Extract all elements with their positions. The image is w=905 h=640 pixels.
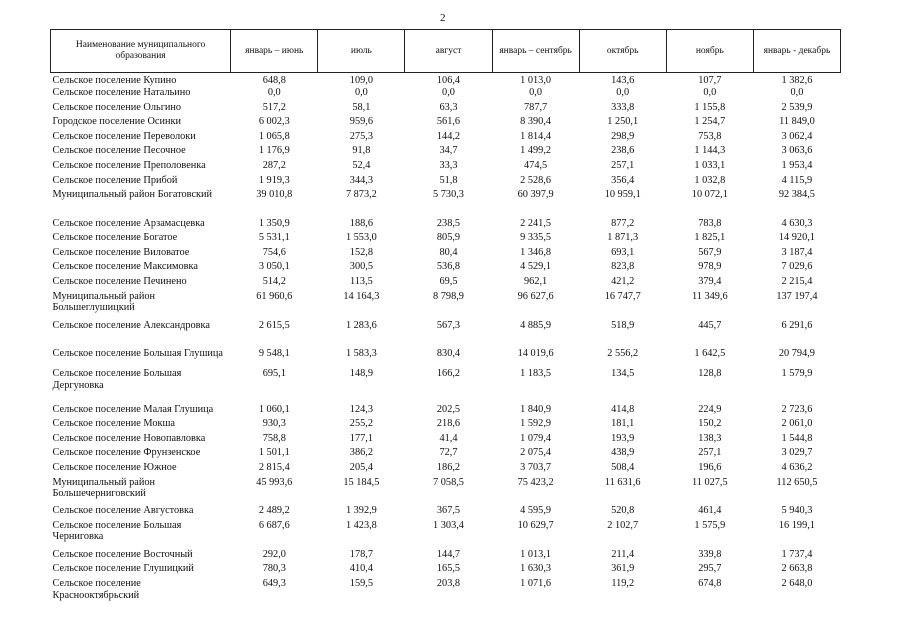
municipality-name-cell: Сельское поселение Большая Глушица: [52, 348, 223, 360]
municipality-name-cell: Сельское поселение Мокша: [52, 418, 175, 430]
value-cell: 1 303,4: [433, 519, 464, 531]
value-cell: 1 183,5: [520, 368, 552, 380]
value-cell: 45 993,6: [256, 476, 293, 488]
value-cell: 3 063,6: [781, 145, 813, 157]
value-cell: 2 615,5: [258, 320, 290, 331]
table-row: [51, 189, 841, 217]
table-row: [51, 549, 841, 564]
value-cell: 0,0: [616, 87, 630, 99]
value-cell: 1 423,8: [345, 519, 377, 531]
value-cell: 10 629,7: [517, 519, 554, 531]
table-row: [51, 404, 841, 419]
value-cell: 567,3: [436, 320, 461, 331]
value-cell: 80,4: [439, 246, 458, 258]
value-cell: 1 283,6: [345, 320, 377, 331]
value-cell: 978,9: [698, 261, 722, 273]
value-cell: 5 730,3: [433, 189, 464, 201]
value-cell: 134,5: [611, 368, 635, 380]
value-cell: 193,9: [611, 432, 635, 444]
value-cell: 165,5: [436, 563, 461, 575]
municipality-name-cell: Сельское поселение Малая Глушица: [52, 403, 214, 415]
value-cell: 1 013,0: [520, 75, 552, 86]
value-cell: 275,3: [349, 130, 373, 142]
municipality-name-cell: Сельское поселение Новопавловка: [52, 432, 206, 444]
value-cell: 1 544,8: [781, 432, 813, 444]
value-cell: 6 002,3: [258, 116, 290, 128]
value-cell: 60 397,9: [517, 189, 554, 201]
value-cell: 1 176,9: [258, 145, 290, 157]
value-cell: 9 335,5: [520, 232, 552, 244]
value-cell: 257,1: [611, 160, 635, 172]
table-row: [51, 563, 841, 578]
value-cell: 438,9: [611, 447, 635, 459]
value-cell: 52,4: [352, 160, 371, 172]
value-cell: 930,3: [262, 418, 286, 430]
table-row: [51, 218, 841, 233]
value-cell: 9 548,1: [258, 348, 290, 360]
value-cell: 137 197,4: [776, 290, 818, 302]
value-cell: 1 079,4: [520, 432, 552, 444]
value-cell: 514,2: [262, 276, 286, 288]
value-cell: 0,0: [267, 87, 281, 99]
value-cell: 144,2: [436, 130, 461, 142]
value-cell: 14 019,6: [517, 348, 554, 360]
value-cell: 119,2: [611, 577, 635, 589]
value-cell: 1 825,1: [694, 232, 726, 244]
municipality-name-cell: Сельское поселение Августовка: [52, 504, 194, 516]
municipality-name-cell: Муниципальный район Большечерниговский: [52, 476, 155, 500]
value-cell: 144,7: [436, 548, 461, 560]
value-cell: 186,2: [436, 461, 461, 473]
value-cell: 1 013,1: [520, 548, 552, 560]
value-cell: 205,4: [349, 461, 373, 473]
value-cell: 823,8: [611, 261, 635, 273]
value-cell: 8 390,4: [520, 116, 552, 128]
value-cell: 333,8: [611, 101, 635, 113]
value-cell: 1 630,3: [520, 563, 552, 575]
value-cell: 410,4: [349, 563, 373, 575]
value-cell: 367,5: [436, 504, 461, 516]
municipality-name-cell: Городское поселение Осинки: [52, 116, 181, 128]
value-cell: 7 873,2: [345, 189, 377, 201]
value-cell: 1 144,3: [694, 145, 726, 157]
value-cell: 962,1: [524, 276, 548, 288]
value-cell: 0,0: [354, 87, 368, 99]
value-cell: 787,7: [524, 101, 548, 113]
value-cell: 2 648,0: [781, 577, 813, 589]
value-cell: 1 840,9: [520, 403, 552, 415]
value-cell: 2 489,2: [258, 504, 290, 516]
value-cell: 20 794,9: [778, 348, 815, 360]
value-cell: 1 737,4: [781, 548, 813, 560]
value-cell: 4 529,1: [520, 261, 552, 273]
value-cell: 2 539,9: [781, 101, 813, 113]
value-cell: 138,3: [698, 432, 722, 444]
value-cell: 255,2: [349, 418, 373, 430]
value-cell: 11 849,0: [779, 116, 815, 128]
table-row: [51, 73, 841, 88]
value-cell: 1 392,9: [345, 504, 377, 516]
value-cell: 1 871,3: [607, 232, 639, 244]
value-cell: 693,1: [611, 246, 635, 258]
value-cell: 16 199,1: [778, 519, 815, 531]
value-cell: 159,5: [349, 577, 373, 589]
value-cell: 69,5: [439, 276, 458, 288]
value-cell: 2 556,2: [607, 348, 639, 360]
value-cell: 51,8: [439, 174, 458, 186]
municipality-name-cell: Сельское поселение Богатое: [52, 232, 178, 244]
value-cell: 2 723,6: [781, 403, 813, 415]
value-cell: 2 663,8: [781, 563, 813, 575]
column-header-municipality: Наименование муниципального образования: [51, 30, 231, 73]
value-cell: 3 187,4: [781, 246, 813, 258]
municipality-name-cell: Сельское поселение Арзамасцевка: [52, 217, 205, 229]
value-cell: 16 747,7: [604, 290, 641, 302]
value-cell: 188,6: [349, 217, 373, 229]
value-cell: 518,9: [611, 320, 635, 331]
value-cell: 1 583,3: [345, 348, 377, 360]
value-cell: 1 814,4: [520, 130, 552, 142]
value-cell: 674,8: [698, 577, 722, 589]
table-row: [51, 418, 841, 433]
value-cell: 96 627,6: [517, 290, 554, 302]
municipality-name-cell: Сельское поселение Печинено: [52, 276, 187, 288]
table-row: [51, 175, 841, 190]
table-row: [51, 433, 841, 448]
table-row: [51, 131, 841, 146]
value-cell: 1 575,9: [694, 519, 726, 531]
table-row: [51, 102, 841, 117]
value-cell: 10 959,1: [604, 189, 641, 201]
municipality-name-cell: Сельское поселение Купино: [52, 75, 177, 86]
table-row: [51, 232, 841, 247]
value-cell: 4 885,9: [520, 320, 552, 331]
value-cell: 295,7: [698, 563, 722, 575]
municipality-name-cell: Сельское поселение Виловатое: [52, 246, 190, 258]
value-cell: 2 075,4: [520, 447, 552, 459]
municipality-name-cell: Сельское поселение Максимовка: [52, 261, 198, 273]
value-cell: 3 050,1: [258, 261, 290, 273]
table-row: [51, 261, 841, 276]
value-cell: 11 027,5: [691, 476, 728, 488]
value-cell: 780,3: [262, 563, 286, 575]
column-header-jan-dec: январь - декабрь: [753, 30, 840, 73]
value-cell: 758,8: [262, 432, 286, 444]
value-cell: 33,3: [439, 160, 458, 172]
value-cell: 92 384,5: [778, 189, 815, 201]
value-cell: 648,8: [262, 75, 286, 86]
value-cell: 2 241,5: [520, 217, 552, 229]
value-cell: 128,8: [698, 368, 722, 380]
table-row: [51, 247, 841, 262]
value-cell: 877,2: [611, 217, 635, 229]
municipality-name-cell: Сельское поселение Южное: [52, 461, 177, 473]
municipality-name-cell: Сельское поселение Прибой: [52, 174, 178, 186]
page-number: 2: [440, 12, 446, 24]
value-cell: 783,8: [698, 217, 722, 229]
value-cell: 1 919,3: [258, 174, 290, 186]
value-cell: 0,0: [442, 87, 455, 99]
municipality-name-cell: Сельское поселение Краснооктябрьский: [52, 577, 141, 601]
table-row: [51, 116, 841, 131]
statistics-table: [50, 29, 841, 606]
value-cell: 181,1: [611, 418, 635, 430]
value-cell: 1 953,4: [781, 160, 813, 172]
value-cell: 3 703,7: [520, 461, 552, 473]
value-cell: 1 350,9: [258, 217, 290, 229]
value-cell: 211,4: [611, 548, 635, 560]
value-cell: 8 798,9: [433, 290, 464, 302]
value-cell: 2 102,7: [607, 519, 639, 531]
column-header-november: ноябрь: [666, 30, 753, 73]
value-cell: 298,9: [611, 130, 635, 142]
municipality-name-cell: Сельское поселение Натальино: [52, 87, 191, 99]
value-cell: 72,7: [439, 447, 458, 459]
value-cell: 106,4: [436, 75, 461, 86]
value-cell: 196,6: [698, 461, 722, 473]
value-cell: 361,9: [611, 563, 635, 575]
value-cell: 753,8: [698, 130, 722, 142]
value-cell: 7 029,6: [781, 261, 813, 273]
column-header-jan-jun: январь – июнь: [231, 30, 318, 73]
value-cell: 178,7: [349, 548, 373, 560]
value-cell: 536,8: [436, 261, 461, 273]
value-cell: 3 062,4: [781, 130, 813, 142]
value-cell: 113,5: [349, 276, 373, 288]
table-row: [51, 87, 841, 102]
table-row: [51, 291, 841, 320]
value-cell: 445,7: [698, 320, 722, 331]
municipality-name-cell: Сельское поселение Большая Черниговка: [52, 519, 182, 543]
value-cell: 414,8: [611, 403, 635, 415]
municipality-name-cell: Сельское поселение Переволоки: [52, 130, 196, 142]
value-cell: 2 528,6: [520, 174, 552, 186]
value-cell: 287,2: [262, 160, 286, 172]
table-body: [51, 73, 841, 606]
value-cell: 0,0: [529, 87, 543, 99]
value-cell: 1 579,9: [781, 368, 813, 380]
value-cell: 1 155,8: [694, 101, 726, 113]
value-cell: 202,5: [436, 403, 461, 415]
value-cell: 91,8: [352, 145, 371, 157]
value-cell: 143,6: [611, 75, 635, 86]
municipality-name-cell: Сельское поселение Глушицкий: [52, 563, 194, 575]
value-cell: 14 920,1: [778, 232, 815, 244]
table-row: [51, 320, 841, 348]
table-row: [51, 368, 841, 403]
municipality-name-cell: Муниципальный район Богатовский: [52, 189, 213, 201]
table-row: [51, 462, 841, 477]
value-cell: 0,0: [703, 87, 717, 99]
value-cell: 166,2: [436, 368, 461, 380]
value-cell: 1 346,8: [520, 246, 552, 258]
value-cell: 109,0: [349, 75, 373, 86]
value-cell: 461,4: [698, 504, 722, 516]
value-cell: 63,3: [439, 101, 458, 113]
column-header-august: август: [405, 30, 492, 73]
value-cell: 1 032,8: [694, 174, 726, 186]
value-cell: 61 960,6: [256, 290, 293, 302]
value-cell: 1 065,8: [258, 130, 290, 142]
value-cell: 224,9: [698, 403, 722, 415]
value-cell: 520,8: [611, 504, 635, 516]
value-cell: 1 060,1: [258, 403, 290, 415]
table-row: [51, 520, 841, 549]
value-cell: 34,7: [439, 145, 458, 157]
value-cell: 517,2: [262, 101, 286, 113]
municipality-name-cell: Сельское поселение Преполовенка: [52, 160, 206, 172]
value-cell: 344,3: [349, 174, 373, 186]
value-cell: 379,4: [698, 276, 722, 288]
value-cell: 124,3: [349, 403, 373, 415]
value-cell: 7 058,5: [433, 476, 464, 488]
value-cell: 4 595,9: [520, 504, 552, 516]
value-cell: 4 636,2: [781, 461, 813, 473]
table-row: [51, 447, 841, 462]
value-cell: 4 115,9: [781, 174, 813, 186]
value-cell: 508,4: [611, 461, 635, 473]
value-cell: 830,4: [436, 348, 461, 360]
value-cell: 5 531,1: [258, 232, 290, 244]
value-cell: 356,4: [611, 174, 635, 186]
value-cell: 339,8: [698, 548, 722, 560]
table-row: [51, 505, 841, 520]
value-cell: 15 184,5: [343, 476, 380, 488]
value-cell: 58,1: [352, 101, 371, 113]
value-cell: 474,5: [524, 160, 548, 172]
value-cell: 39 010,8: [256, 189, 293, 201]
table-header: [51, 30, 841, 73]
value-cell: 6 291,6: [781, 320, 813, 331]
value-cell: 148,9: [349, 368, 373, 380]
column-header-october: октябрь: [579, 30, 666, 73]
value-cell: 3 029,7: [781, 447, 813, 459]
value-cell: 1 553,0: [345, 232, 377, 244]
value-cell: 0,0: [790, 87, 804, 99]
value-cell: 14 164,3: [343, 290, 380, 302]
header-row: [51, 30, 841, 73]
value-cell: 177,1: [349, 432, 373, 444]
value-cell: 421,2: [611, 276, 635, 288]
value-cell: 152,8: [349, 246, 373, 258]
column-header-jan-sep: январь – сентябрь: [492, 30, 579, 73]
value-cell: 1 254,7: [694, 116, 726, 128]
value-cell: 2 815,4: [258, 461, 290, 473]
table-row: [51, 348, 841, 368]
value-cell: 1 382,6: [781, 75, 813, 86]
value-cell: 292,0: [262, 548, 286, 560]
municipality-name-cell: Сельское поселение Песочное: [52, 145, 186, 157]
value-cell: 386,2: [349, 447, 373, 459]
value-cell: 41,4: [439, 432, 458, 444]
table-row: [51, 578, 841, 606]
value-cell: 300,5: [349, 261, 373, 273]
value-cell: 203,8: [436, 577, 461, 589]
value-cell: 238,6: [611, 145, 635, 157]
value-cell: 11 349,6: [691, 290, 728, 302]
municipality-name-cell: Муниципальный район Большеглушицкий: [52, 290, 155, 314]
table-row: [51, 477, 841, 505]
municipality-name-cell: Сельское поселение Ольгино: [52, 101, 182, 113]
value-cell: 5 940,3: [781, 504, 813, 516]
value-cell: 695,1: [262, 368, 286, 380]
value-cell: 1 033,1: [694, 160, 726, 172]
column-header-july: июль: [318, 30, 405, 73]
value-cell: 1 071,6: [520, 577, 552, 589]
value-cell: 1 592,9: [520, 418, 552, 430]
value-cell: 112 650,5: [776, 476, 818, 488]
value-cell: 4 630,3: [781, 217, 813, 229]
value-cell: 238,5: [436, 217, 461, 229]
value-cell: 959,6: [349, 116, 373, 128]
value-cell: 1 499,2: [520, 145, 552, 157]
table-row: [51, 276, 841, 291]
value-cell: 2 215,4: [781, 276, 813, 288]
municipality-name-cell: Сельское поселение Восточный: [52, 548, 193, 560]
value-cell: 150,2: [698, 418, 722, 430]
value-cell: 10 072,1: [691, 189, 728, 201]
value-cell: 1 642,5: [694, 348, 726, 360]
value-cell: 75 423,2: [517, 476, 554, 488]
value-cell: 6 687,6: [258, 519, 290, 531]
value-cell: 561,6: [436, 116, 461, 128]
value-cell: 1 501,1: [258, 447, 290, 459]
value-cell: 805,9: [436, 232, 461, 244]
value-cell: 11 631,6: [604, 476, 641, 488]
municipality-name-cell: Сельское поселение Большая Дергуновка: [52, 368, 182, 391]
municipality-name-cell: Сельское поселение Фрунзенское: [52, 447, 201, 459]
table-row: [51, 160, 841, 175]
value-cell: 2 061,0: [781, 418, 813, 430]
value-cell: 107,7: [698, 75, 722, 86]
value-cell: 649,3: [262, 577, 286, 589]
value-cell: 218,6: [436, 418, 461, 430]
value-cell: 257,1: [698, 447, 722, 459]
municipality-name-cell: Сельское поселение Александровка: [52, 320, 210, 331]
value-cell: 1 250,1: [607, 116, 639, 128]
value-cell: 567,9: [698, 246, 722, 258]
table-row: [51, 145, 841, 160]
value-cell: 754,6: [262, 246, 286, 258]
